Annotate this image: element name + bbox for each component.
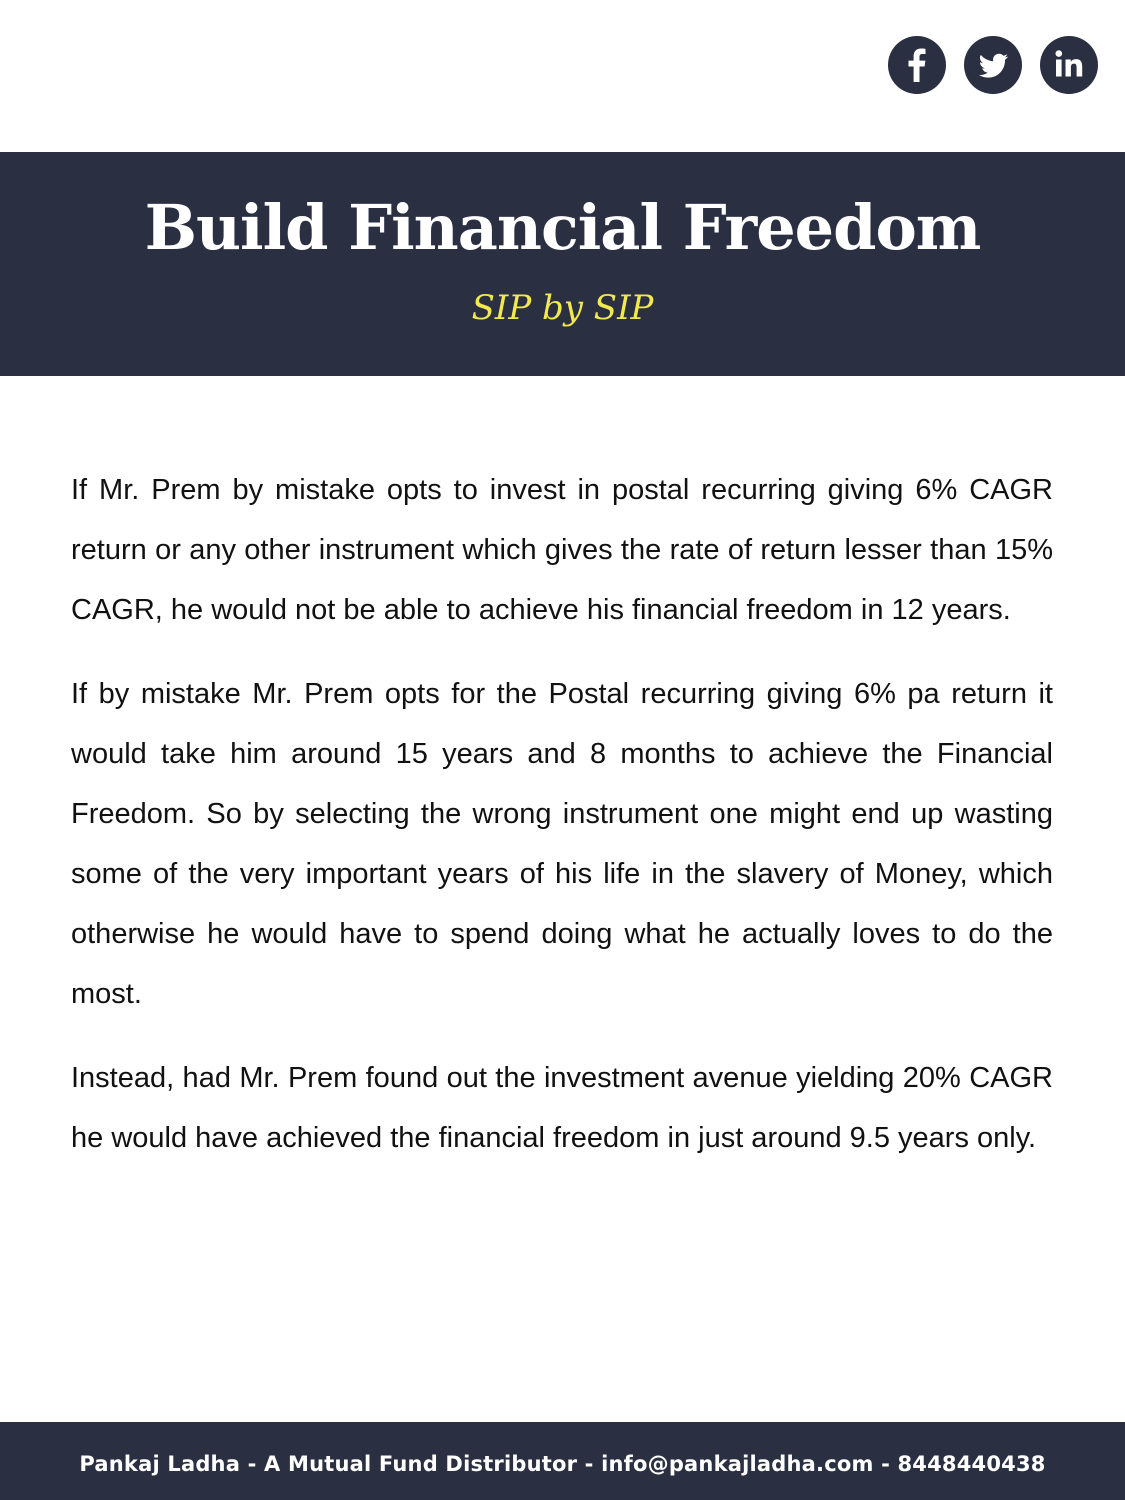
footer-contact: Pankaj Ladha - A Mutual Fund Distributor - info@pankajladha.com - 8448440438 <box>79 1452 1046 1476</box>
social-links <box>888 36 1098 94</box>
page-title: Build Financial Freedom <box>144 191 981 264</box>
linkedin-icon <box>1040 36 1098 94</box>
linkedin-button[interactable] <box>1040 36 1098 94</box>
paragraph-2: If by mistake Mr. Prem opts for the Postal recurring giving 6% pa return it would take him around 15 years and 8 months to achieve the Financial Freedom. So by selecting the wrong instrument one might end up wasting some of the very important years of his life in the slavery of Money, which otherwise he would have to spend doing what he actually loves to do the most. <box>71 678 1053 1010</box>
twitter-icon <box>964 36 1022 94</box>
header-banner <box>0 152 1125 376</box>
article-body <box>71 460 1053 1192</box>
footer-bar <box>0 1422 1125 1500</box>
twitter-button[interactable] <box>964 36 1022 94</box>
paragraph-3: Instead, had Mr. Prem found out the investment avenue yielding 20% CAGR he would have achieved the financial freedom in just around 9.5 years only. <box>71 1062 1053 1154</box>
facebook-button[interactable] <box>888 36 946 94</box>
facebook-icon <box>888 36 946 94</box>
paragraph-1: If Mr. Prem by mistake opts to invest in postal recurring giving 6% CAGR return or any other instrument which gives the rate of return lesser than 15% CAGR, he would not be able to achieve his financial freedom in 12 years. <box>71 474 1053 626</box>
page-subtitle: SIP by SIP <box>471 288 654 328</box>
